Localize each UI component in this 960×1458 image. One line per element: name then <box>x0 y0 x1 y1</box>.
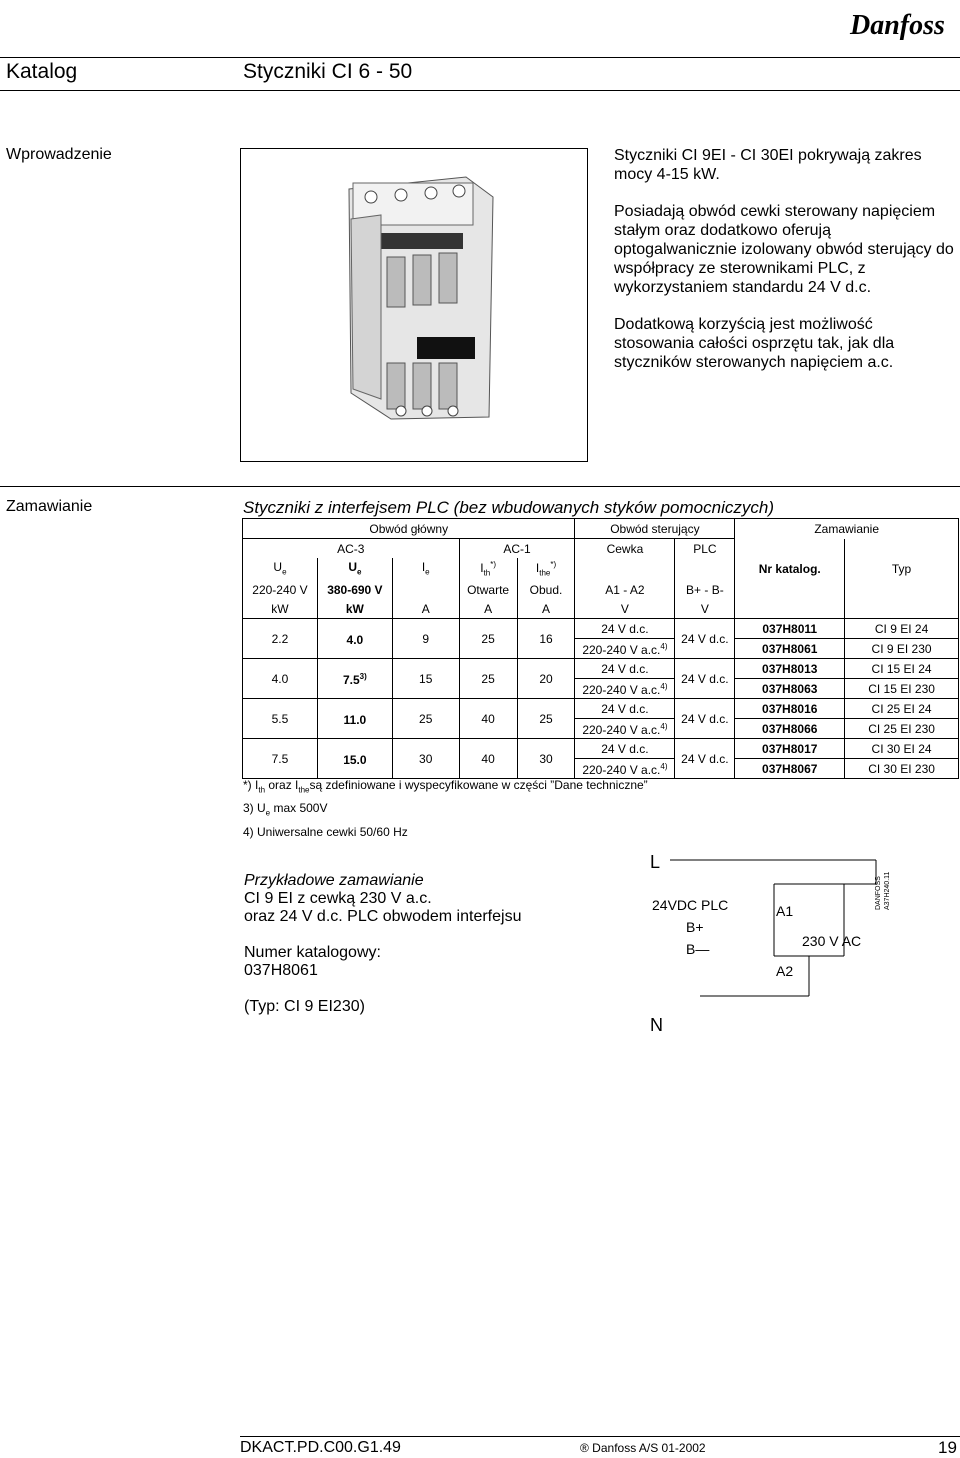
cell-ith: 40 <box>459 739 517 779</box>
footer-rule <box>240 1436 960 1437</box>
cell-plc: 24 V d.c. <box>675 659 735 699</box>
cell-coil-dc: 24 V d.c. <box>575 659 675 679</box>
table-row <box>243 659 959 679</box>
intro-paragraph-1: Styczniki CI 9EI - CI 30EI pokrywają zakres mocy 4-15 kW. <box>614 147 922 183</box>
cell-coil-ac: 220-240 V a.c.$^{4)}$ <box>575 639 675 659</box>
diagram-label-vac: 230 V AC <box>802 933 862 949</box>
intro-paragraph-3: Dodatkową korzyścią jest możliwość stosowania całości osprzętu tak, jak dla styczników sterowanych napięciem a.c. <box>614 316 895 371</box>
diagram-label-bminus: B— <box>686 941 710 957</box>
cell-ie: 9 <box>392 619 459 659</box>
cell-power-ac3: 4.0 <box>243 659 318 699</box>
example-line-2: oraz 24 V d.c. PLC obwodem interfejsu <box>244 908 522 925</box>
cell-catalog-number: 037H8017 <box>735 739 845 759</box>
cell-type: CI 15 EI 230 <box>845 679 959 699</box>
cell-ithe: 20 <box>517 659 575 699</box>
unit-a-1: A <box>392 599 459 619</box>
footnote-2: 3) $U_e$ max 500V <box>243 801 328 818</box>
intro-paragraph-2: Posiadają obwód cewki sterowany napięciem stałym oraz dodatkowo oferują optogalwanicznie izolowany obwód sterujący do współpracy ze sterownikami PLC, z wykorzystaniem standardu 24 V d.c. <box>614 203 954 296</box>
col-ith: $I_{th}^{*)}$ <box>459 558 517 580</box>
diagram-mark-brand: DANFOSS <box>875 876 882 910</box>
table-caption: Styczniki z interfejsem PLC (bez wbudowanych styków pomocniczych) <box>243 498 774 517</box>
cell-power-ac3-high: 15.0 <box>317 739 392 779</box>
cell-power-ac3: 5.5 <box>243 699 318 739</box>
intro-text <box>614 146 954 390</box>
cell-power-ac3-high: 7.5$^{3)}$ <box>317 659 392 699</box>
header-top-rule <box>0 57 960 58</box>
example-type: (Typ: CI 9 EI230) <box>244 998 365 1015</box>
contactor-photo <box>240 148 588 462</box>
footnote-3: 4) Uniwersalne cewki 50/60 Hz <box>243 824 408 839</box>
cell-plc: 24 V d.c. <box>675 739 735 779</box>
example-code-label: Numer katalogowy: <box>244 944 381 961</box>
cell-power-ac3: 2.2 <box>243 619 318 659</box>
header-coil: Cewka <box>575 539 675 559</box>
col-a1a2: A1 - A2 <box>575 580 675 599</box>
header-plc: PLC <box>675 539 735 559</box>
intro-section-label: Wprowadzenie <box>6 146 112 163</box>
header-ac3: AC-3 <box>243 539 460 559</box>
diagram-label-a2: A2 <box>776 963 794 979</box>
cell-catalog-number: 037H8067 <box>735 759 845 779</box>
cell-type: CI 30 EI 24 <box>845 739 959 759</box>
cell-type: CI 25 EI 24 <box>845 699 959 719</box>
col-bplus-bminus: B+ - B- <box>675 580 735 599</box>
table-row <box>243 739 959 759</box>
cell-coil-ac: 220-240 V a.c.$^{4)}$ <box>575 679 675 699</box>
catalog-label: Katalog <box>6 60 78 83</box>
cell-catalog-number: 037H8011 <box>735 619 845 639</box>
brand-logo-text: Danfoss <box>850 10 945 41</box>
cell-coil-dc: 24 V d.c. <box>575 699 675 719</box>
cell-catalog-number: 037H8063 <box>735 679 845 699</box>
col-type: Typ <box>845 558 959 580</box>
ordering-example <box>244 872 521 1016</box>
unit-kw-2: kW <box>317 599 392 619</box>
example-line-1: CI 9 EI z cewką 230 V a.c. <box>244 890 432 907</box>
unit-v-2: V <box>675 599 735 619</box>
unit-a-2: A <box>459 599 517 619</box>
cell-catalog-number: 037H8061 <box>735 639 845 659</box>
cell-type: CI 9 EI 230 <box>845 639 959 659</box>
ordering-table <box>242 518 959 779</box>
footnote-1: *) $I_{th}$ oraz $I_{the}są$ zdefiniowane i wyspecyfikowane w części ”Dane techniczne” <box>243 778 648 795</box>
ordering-section-label: Zamawianie <box>6 498 93 515</box>
cell-coil-ac: 220-240 V a.c.$^{4)}$ <box>575 719 675 739</box>
cell-ie: 25 <box>392 699 459 739</box>
diagram-label-l: L <box>650 852 661 872</box>
header-control-circuit: Obwód sterujący <box>575 519 735 539</box>
col-ie: $I_e$ <box>392 558 459 580</box>
table-row <box>243 619 959 639</box>
unit-v-1: V <box>575 599 675 619</box>
col-catalog-number: Nr katalog. <box>735 558 845 580</box>
col-ue2: $U_e$ <box>317 558 392 580</box>
cell-catalog-number: 037H8013 <box>735 659 845 679</box>
cell-ith: 25 <box>459 659 517 699</box>
cell-ith: 40 <box>459 699 517 739</box>
section-divider <box>0 486 960 487</box>
diagram-label-n: N <box>650 1015 663 1035</box>
cell-type: CI 9 EI 24 <box>845 619 959 639</box>
cell-coil-ac: 220-240 V a.c.$^{4)}$ <box>575 759 675 779</box>
cell-ithe: 25 <box>517 699 575 739</box>
cell-type: CI 25 EI 230 <box>845 719 959 739</box>
cell-power-ac3-high: 4.0 <box>317 619 392 659</box>
unit-kw-1: kW <box>243 599 318 619</box>
cell-ie: 30 <box>392 739 459 779</box>
example-heading: Przykładowe zamawianie <box>244 872 424 889</box>
cell-catalog-number: 037H8066 <box>735 719 845 739</box>
cell-ith: 25 <box>459 619 517 659</box>
cell-coil-dc: 24 V d.c. <box>575 739 675 759</box>
cell-power-ac3: 7.5 <box>243 739 318 779</box>
cell-type: CI 30 EI 230 <box>845 759 959 779</box>
diagram-mark-code: A37H240.11 <box>884 871 891 910</box>
cell-ithe: 16 <box>517 619 575 659</box>
table-footnotes <box>243 776 648 842</box>
page-number: 19 <box>938 1438 957 1457</box>
col-enclosed: Obud. <box>517 580 575 599</box>
diagram-label-plc: 24VDC PLC <box>652 897 729 913</box>
cell-ie: 15 <box>392 659 459 699</box>
cell-catalog-number: 037H8016 <box>735 699 845 719</box>
page-title: Styczniki CI 6 - 50 <box>243 60 413 83</box>
col-open: Otwarte <box>459 580 517 599</box>
col-ithe: $I_{the}^{*)}$ <box>517 558 575 580</box>
copyright: ® Danfoss A/S 01-2002 <box>580 1441 706 1455</box>
cell-power-ac3-high: 11.0 <box>317 699 392 739</box>
cell-coil-dc: 24 V d.c. <box>575 619 675 639</box>
header-bottom-rule <box>0 90 960 91</box>
col-ue2-range: 380-690 V <box>317 580 392 599</box>
col-ue1: $U_e$ <box>243 558 318 580</box>
example-code: 037H8061 <box>244 962 318 979</box>
col-ue1-range: 220-240 V <box>243 580 318 599</box>
cell-plc: 24 V d.c. <box>675 619 735 659</box>
diagram-label-a1: A1 <box>776 903 794 919</box>
unit-a-3: A <box>517 599 575 619</box>
diagram-label-bplus: B+ <box>686 919 704 935</box>
cell-type: CI 15 EI 24 <box>845 659 959 679</box>
wiring-diagram <box>640 848 920 1048</box>
cell-plc: 24 V d.c. <box>675 699 735 739</box>
header-main-circuit: Obwód główny <box>243 519 575 539</box>
header-ordering: Zamawianie <box>735 519 959 539</box>
table-row <box>243 699 959 719</box>
cell-ithe: 30 <box>517 739 575 779</box>
document-code: DKACT.PD.C00.G1.49 <box>240 1439 401 1456</box>
danfoss-logo <box>846 4 956 44</box>
header-ac1: AC-1 <box>459 539 575 559</box>
